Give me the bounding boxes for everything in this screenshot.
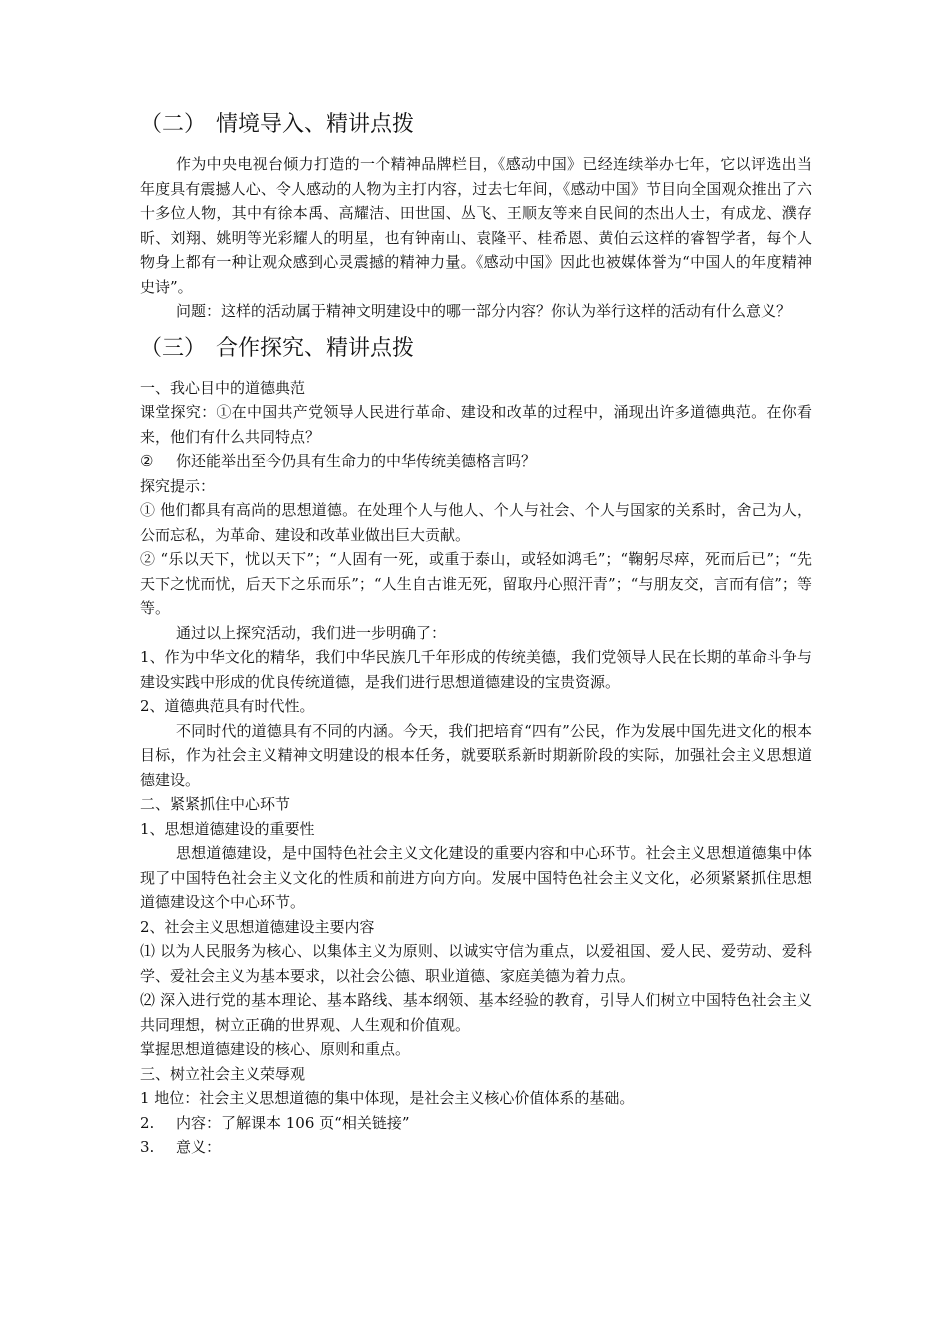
part2-sub2-item1: ⑴ 以为人民服务为核心、以集体主义为原则、以诚实守信为重点，以爱祖国、爱人民、爱劳动、爱科学、爱社会主义为基本要求，以社会公德、职业道德、家庭美德为着力点。 xyxy=(140,942,812,985)
part2-sub1-body: 思想道德建设，是中国特色社会主义文化建设的重要内容和中心环节。社会主义思想道德集中体现了中国特色社会主义文化的性质和前进方向方向。发展中国特色社会主义文化，必须紧紧抓住思想道德建设这个中心环节。 xyxy=(140,844,812,911)
part1-title: 一、我心目中的道德典范 xyxy=(140,378,306,397)
part2-title: 二、紧紧抓住中心环节 xyxy=(140,795,291,813)
point-1: 1、作为中华文化的精华，我们中华民族几千年形成的传统美德，我们党领导人民在长期的革命斗争与建设实践中形成的优良传统道德，是我们进行思想道德建设的宝贵资源。 xyxy=(140,648,812,691)
inquiry-question-2 xyxy=(140,449,812,474)
point-2-body: 不同时代的道德具有不同的内涵。今天，我们把培育“四有”公民，作为发展中国先进文化的根本目标，作为社会主义精神文明建设的根本任务，就要联系新时期新阶段的实际，加强社会主义思想道德建设。 xyxy=(140,721,812,789)
list-marker: ② xyxy=(140,452,154,470)
section-title: 合作探究、精讲点拨 xyxy=(216,335,415,361)
section-heading-2 xyxy=(140,108,812,142)
list-marker: 3. xyxy=(140,1138,155,1156)
part3-item3-text: 意义： xyxy=(176,1138,222,1156)
section-heading-3 xyxy=(140,332,812,366)
hint-2: ② “乐以天下，忧以天下”；“人固有一死，或重于泰山，或轻如鸿毛”；“鞠躬尽瘁，死而后已”；“先天下之忧而忧，后天下之乐而乐”；“人生自古谁无死，留取丹心照汗青”；“与朋友交，言而有信”；等等。 xyxy=(140,550,812,617)
part3-item2-text: 内容：了解课本 106 页“相关链接” xyxy=(176,1113,410,1132)
part2-sub2-item2: ⑵ 深入进行党的基本理论、基本路线、基本纲领、基本经验的教育，引导人们树立中国特色社会主义共同理想，树立正确的世界观、人生观和价值观。 xyxy=(140,991,812,1034)
part2-sub1: 1、思想道德建设的重要性 xyxy=(140,819,315,838)
conclusion-intro: 通过以上探究活动，我们进一步明确了： xyxy=(176,623,447,642)
section-title: 情境导入、精讲点拨 xyxy=(216,112,415,137)
point-2-title: 2、道德典范具有时代性。 xyxy=(140,697,315,715)
part2-note: 掌握思想道德建设的核心、原则和重点。 xyxy=(140,1040,411,1058)
part3-title: 三、树立社会主义荣辱观 xyxy=(140,1064,306,1083)
classroom-inquiry: 课堂探究：①在中国共产党领导人民进行革命、建设和改革的过程中，涌现出许多道德典范。在你看来，他们有什么共同特点？ xyxy=(140,403,812,446)
part2-sub2: 2、社会主义思想道德建设主要内容 xyxy=(140,917,375,936)
section-number: （二） xyxy=(140,112,207,137)
part3-item3 xyxy=(140,1135,812,1160)
hint-label: 探究提示： xyxy=(140,476,216,495)
document-content xyxy=(140,108,812,1160)
intro-paragraph: 作为中央电视台倾力打造的一个精神品牌栏目，《感动中国》已经连续举办七年，它以评选出当年度具有震撼人心、令人感动的人物为主打内容，过去七年间，《感动中国》节目向全国观众推出了六十多位人物，其中有徐本禹、高耀洁、田世国、丛飞、王顺友等来自民间的杰出人士，有成龙、濮存昕、刘翔、姚明等光彩耀人的明星，也有钟南山、袁隆平、桂希恩、黄伯云这样的睿智学者，每个人物身上都有一种让观众感到心灵震撼的精神力量。《感动中国》因此也被媒体誉为“中国人的年度精神史诗”。 xyxy=(140,155,812,296)
section-number: （三） xyxy=(140,335,207,361)
hint-1: ① 他们都具有高尚的思想道德。在处理个人与他人、个人与社会、个人与国家的关系时，舍己为人，公而忘私，为革命、建设和改革业做出巨大贡献。 xyxy=(140,501,812,544)
question-paragraph: 问题：这样的活动属于精神文明建设中的哪一部分内容？你认为举行这样的活动有什么意义？ xyxy=(176,302,792,320)
part3-item1: 1 地位：社会主义思想道德的集中体现，是社会主义核心价值体系的基础。 xyxy=(140,1089,635,1107)
inquiry-question-2-text: 你还能举出至今仍具有生命力的中华传统美德格言吗？ xyxy=(176,452,537,470)
part3-item2 xyxy=(140,1111,812,1136)
list-marker: 2. xyxy=(140,1113,155,1132)
